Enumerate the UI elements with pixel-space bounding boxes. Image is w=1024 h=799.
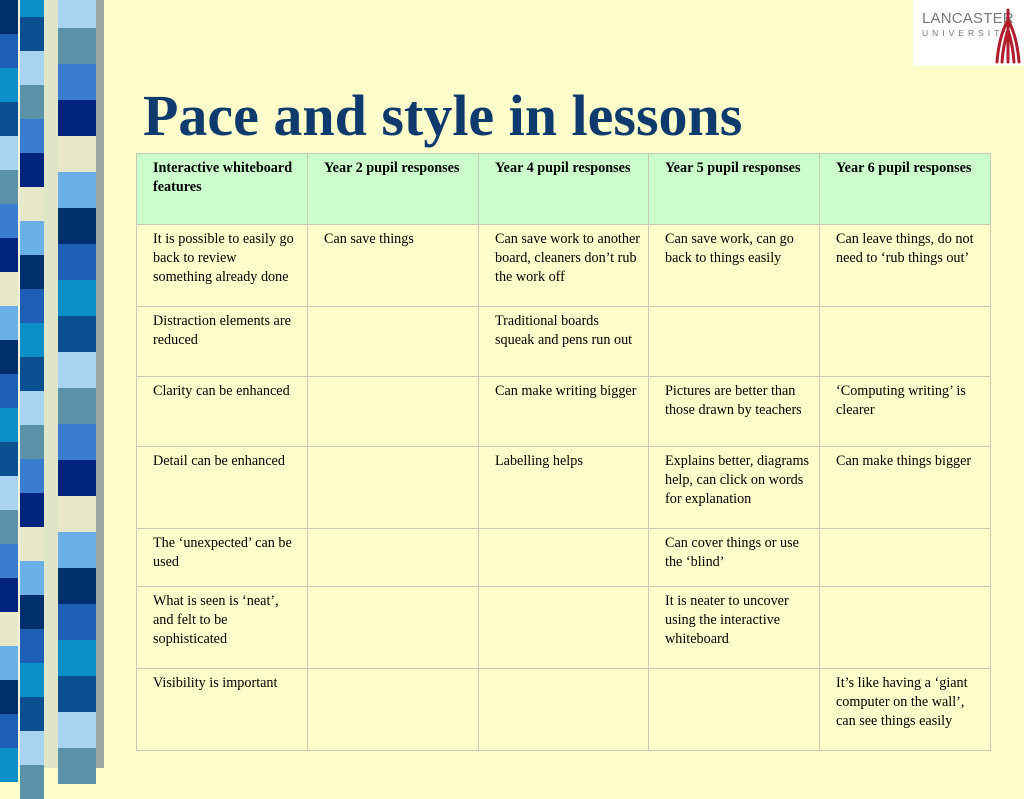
stripe-block — [0, 306, 18, 340]
stripe-block — [20, 0, 44, 17]
stripe-block — [58, 604, 96, 640]
table-cell: Labelling helps — [479, 447, 649, 529]
stripe-block — [20, 357, 44, 391]
table-cell — [820, 307, 991, 377]
stripe-block — [58, 64, 96, 100]
stripe-block — [0, 680, 18, 714]
stripe-block — [0, 68, 18, 102]
stripe-block — [58, 676, 96, 712]
stripe-block — [58, 352, 96, 388]
table-cell — [820, 529, 991, 587]
stripe-block — [58, 208, 96, 244]
table-cell: Explains better, diagrams help, can click on words for explanation — [649, 447, 820, 529]
table-cell: What is seen is ‘neat’, and felt to be sophisticated — [137, 587, 308, 669]
stripe-block — [0, 544, 18, 578]
stripe-block — [58, 424, 96, 460]
stripe-block — [20, 17, 44, 51]
stripe-block — [20, 493, 44, 527]
table-cell: Traditional boards squeak and pens run out — [479, 307, 649, 377]
table-cell — [820, 587, 991, 669]
stripe-block — [0, 748, 18, 782]
table-cell: Can cover things or use the ‘blind’ — [649, 529, 820, 587]
stripe-block — [58, 748, 96, 784]
stripe-block — [58, 100, 96, 136]
stripe-block — [58, 280, 96, 316]
stripe-block — [0, 578, 18, 612]
table-cell: Visibility is important — [137, 669, 308, 751]
stripe-block — [0, 510, 18, 544]
stripe-block — [20, 663, 44, 697]
stripe-block — [20, 187, 44, 221]
decorative-stripes — [0, 0, 104, 768]
stripe-block — [58, 172, 96, 208]
table-cell — [649, 669, 820, 751]
logo-subtitle: UNIVERSITY — [922, 28, 1014, 38]
table-row — [137, 587, 991, 669]
stripe-block — [0, 476, 18, 510]
stripe-block — [58, 244, 96, 280]
stripe-block — [0, 646, 18, 680]
header-cell: Year 6 pupil responses — [820, 154, 991, 225]
table-row — [137, 447, 991, 529]
header-cell: Year 5 pupil responses — [649, 154, 820, 225]
stripe-block — [20, 51, 44, 85]
stripe-block — [20, 221, 44, 255]
stripe-block — [0, 170, 18, 204]
table-cell — [308, 377, 479, 447]
table-row — [137, 307, 991, 377]
stripe-block — [0, 238, 18, 272]
stripe-block — [20, 255, 44, 289]
stripe-block — [20, 765, 44, 799]
responses-table — [136, 153, 991, 751]
stripe-block — [0, 136, 18, 170]
stripe-block — [0, 204, 18, 238]
table-cell — [479, 587, 649, 669]
university-logo — [913, 0, 1024, 66]
table-cell: It’s like having a ‘giant computer on the wall’, can see things easily — [820, 669, 991, 751]
table-cell: It is possible to easily go back to review something already done — [137, 225, 308, 307]
table-cell: Can make things bigger — [820, 447, 991, 529]
stripe-block — [0, 340, 18, 374]
stripe-block — [20, 323, 44, 357]
stripe-block — [20, 153, 44, 187]
table-cell: Can save work, can go back to things easily — [649, 225, 820, 307]
table-cell: Can save things — [308, 225, 479, 307]
table-cell: Clarity can be enhanced — [137, 377, 308, 447]
stripe-block — [0, 34, 18, 68]
table-row — [137, 225, 991, 307]
stripe-block — [58, 568, 96, 604]
stripe-block — [20, 425, 44, 459]
table-row — [137, 529, 991, 587]
logo-wordmark: LANCASTER — [922, 10, 1014, 27]
stripe-block — [0, 272, 18, 306]
table-cell: Can make writing bigger — [479, 377, 649, 447]
table-cell — [649, 307, 820, 377]
stripe-divider — [96, 0, 104, 768]
table-row — [137, 377, 991, 447]
table-cell — [308, 587, 479, 669]
header-cell: Year 2 pupil responses — [308, 154, 479, 225]
stripe-block — [0, 374, 18, 408]
stripe-block — [20, 85, 44, 119]
table-cell: Can save work to another board, cleaners don’t rub the work off — [479, 225, 649, 307]
stripe-block — [58, 0, 96, 28]
stripe-block — [0, 0, 18, 34]
table-cell: The ‘unexpected’ can be used — [137, 529, 308, 587]
stripe-block — [58, 640, 96, 676]
table-row — [137, 669, 991, 751]
table-cell: Detail can be enhanced — [137, 447, 308, 529]
table-cell: Distraction elements are reduced — [137, 307, 308, 377]
stripe-block — [58, 28, 96, 64]
table-cell — [308, 307, 479, 377]
stripe-block — [58, 136, 96, 172]
stripe-block — [0, 102, 18, 136]
stripe-block — [20, 391, 44, 425]
stripe-block — [58, 496, 96, 532]
table-cell: Can leave things, do not need to ‘rub things out’ — [820, 225, 991, 307]
slide-title: Pace and style in lessons — [143, 83, 743, 148]
stripe-block — [58, 460, 96, 496]
stripe-block — [58, 316, 96, 352]
stripe-block — [0, 442, 18, 476]
stripe-divider — [44, 0, 58, 768]
stripe-block — [20, 119, 44, 153]
stripe-block — [0, 612, 18, 646]
stripe-block — [58, 388, 96, 424]
table-cell: ‘Computing writing’ is clearer — [820, 377, 991, 447]
stripe-block — [20, 595, 44, 629]
table-header-row — [137, 154, 991, 225]
stripe-block — [20, 527, 44, 561]
table-cell — [308, 529, 479, 587]
stripe-block — [58, 532, 96, 568]
stripe-block — [20, 697, 44, 731]
logo-emblem-icon — [993, 6, 1023, 64]
table-cell: It is neater to uncover using the interactive whiteboard — [649, 587, 820, 669]
stripe-block — [20, 289, 44, 323]
table-cell — [479, 529, 649, 587]
stripe-block — [0, 408, 18, 442]
table-cell — [308, 447, 479, 529]
table-cell — [479, 669, 649, 751]
stripe-divider — [18, 0, 20, 768]
stripe-block — [20, 561, 44, 595]
header-cell: Year 4 pupil responses — [479, 154, 649, 225]
stripe-block — [0, 714, 18, 748]
stripe-block — [20, 731, 44, 765]
stripe-block — [58, 712, 96, 748]
table-cell: Pictures are better than those drawn by teachers — [649, 377, 820, 447]
stripe-block — [20, 459, 44, 493]
table-cell — [308, 669, 479, 751]
stripe-block — [20, 629, 44, 663]
header-cell: Interactive whiteboard features — [137, 154, 308, 225]
